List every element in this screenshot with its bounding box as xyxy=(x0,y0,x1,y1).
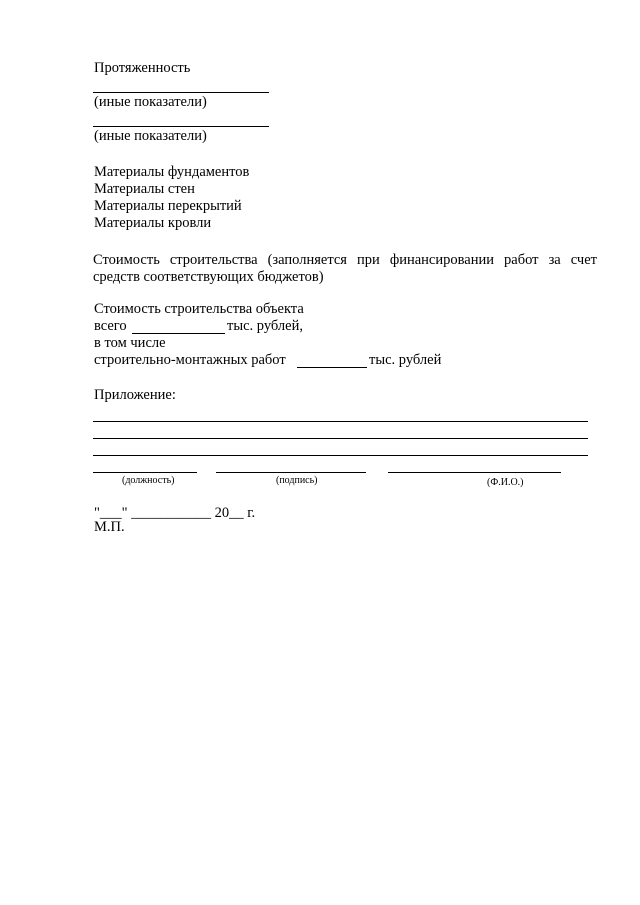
materials-floors: Материалы перекрытий xyxy=(94,198,242,214)
date-line: "___" ___________ 20__ г. xyxy=(94,505,256,521)
appendix-line-1 xyxy=(93,421,588,422)
name-caption: (Ф.И.О.) xyxy=(487,477,524,488)
cost-title: Стоимость строительства объекта xyxy=(94,301,304,317)
length-blank-line xyxy=(93,92,269,93)
materials-roof: Материалы кровли xyxy=(94,215,212,231)
cost-including: в том числе xyxy=(94,335,166,351)
materials-walls: Материалы стен xyxy=(94,181,195,197)
stamp-mark: М.П. xyxy=(94,519,125,535)
cost-total-suffix: тыс. рублей, xyxy=(227,318,303,334)
other-indicators-label-2: (иные показатели) xyxy=(94,128,207,144)
other-indicators-blank-line xyxy=(93,126,269,127)
sign-signature-line xyxy=(216,472,366,473)
cost-construction-suffix: тыс. рублей xyxy=(369,352,442,368)
materials-foundations: Материалы фундаментов xyxy=(94,164,250,180)
length-label: Протяженность xyxy=(94,60,191,76)
cost-total-blank-line xyxy=(132,333,225,334)
name-signature-line xyxy=(388,472,561,473)
position-caption: (должность) xyxy=(122,475,175,486)
sign-caption: (подпись) xyxy=(276,475,318,486)
position-signature-line xyxy=(93,472,197,473)
appendix-label: Приложение: xyxy=(94,387,176,403)
cost-note: Стоимость строительства (заполняется при финансировании работ за счет средств соответствующих бюджетов) xyxy=(93,252,597,285)
cost-construction-prefix: строительно-монтажных работ xyxy=(94,352,286,368)
cost-total-prefix: всего xyxy=(94,318,127,334)
other-indicators-label-1: (иные показатели) xyxy=(94,94,207,110)
appendix-line-2 xyxy=(93,438,588,439)
appendix-line-3 xyxy=(93,455,588,456)
cost-construction-blank-line xyxy=(297,367,367,368)
